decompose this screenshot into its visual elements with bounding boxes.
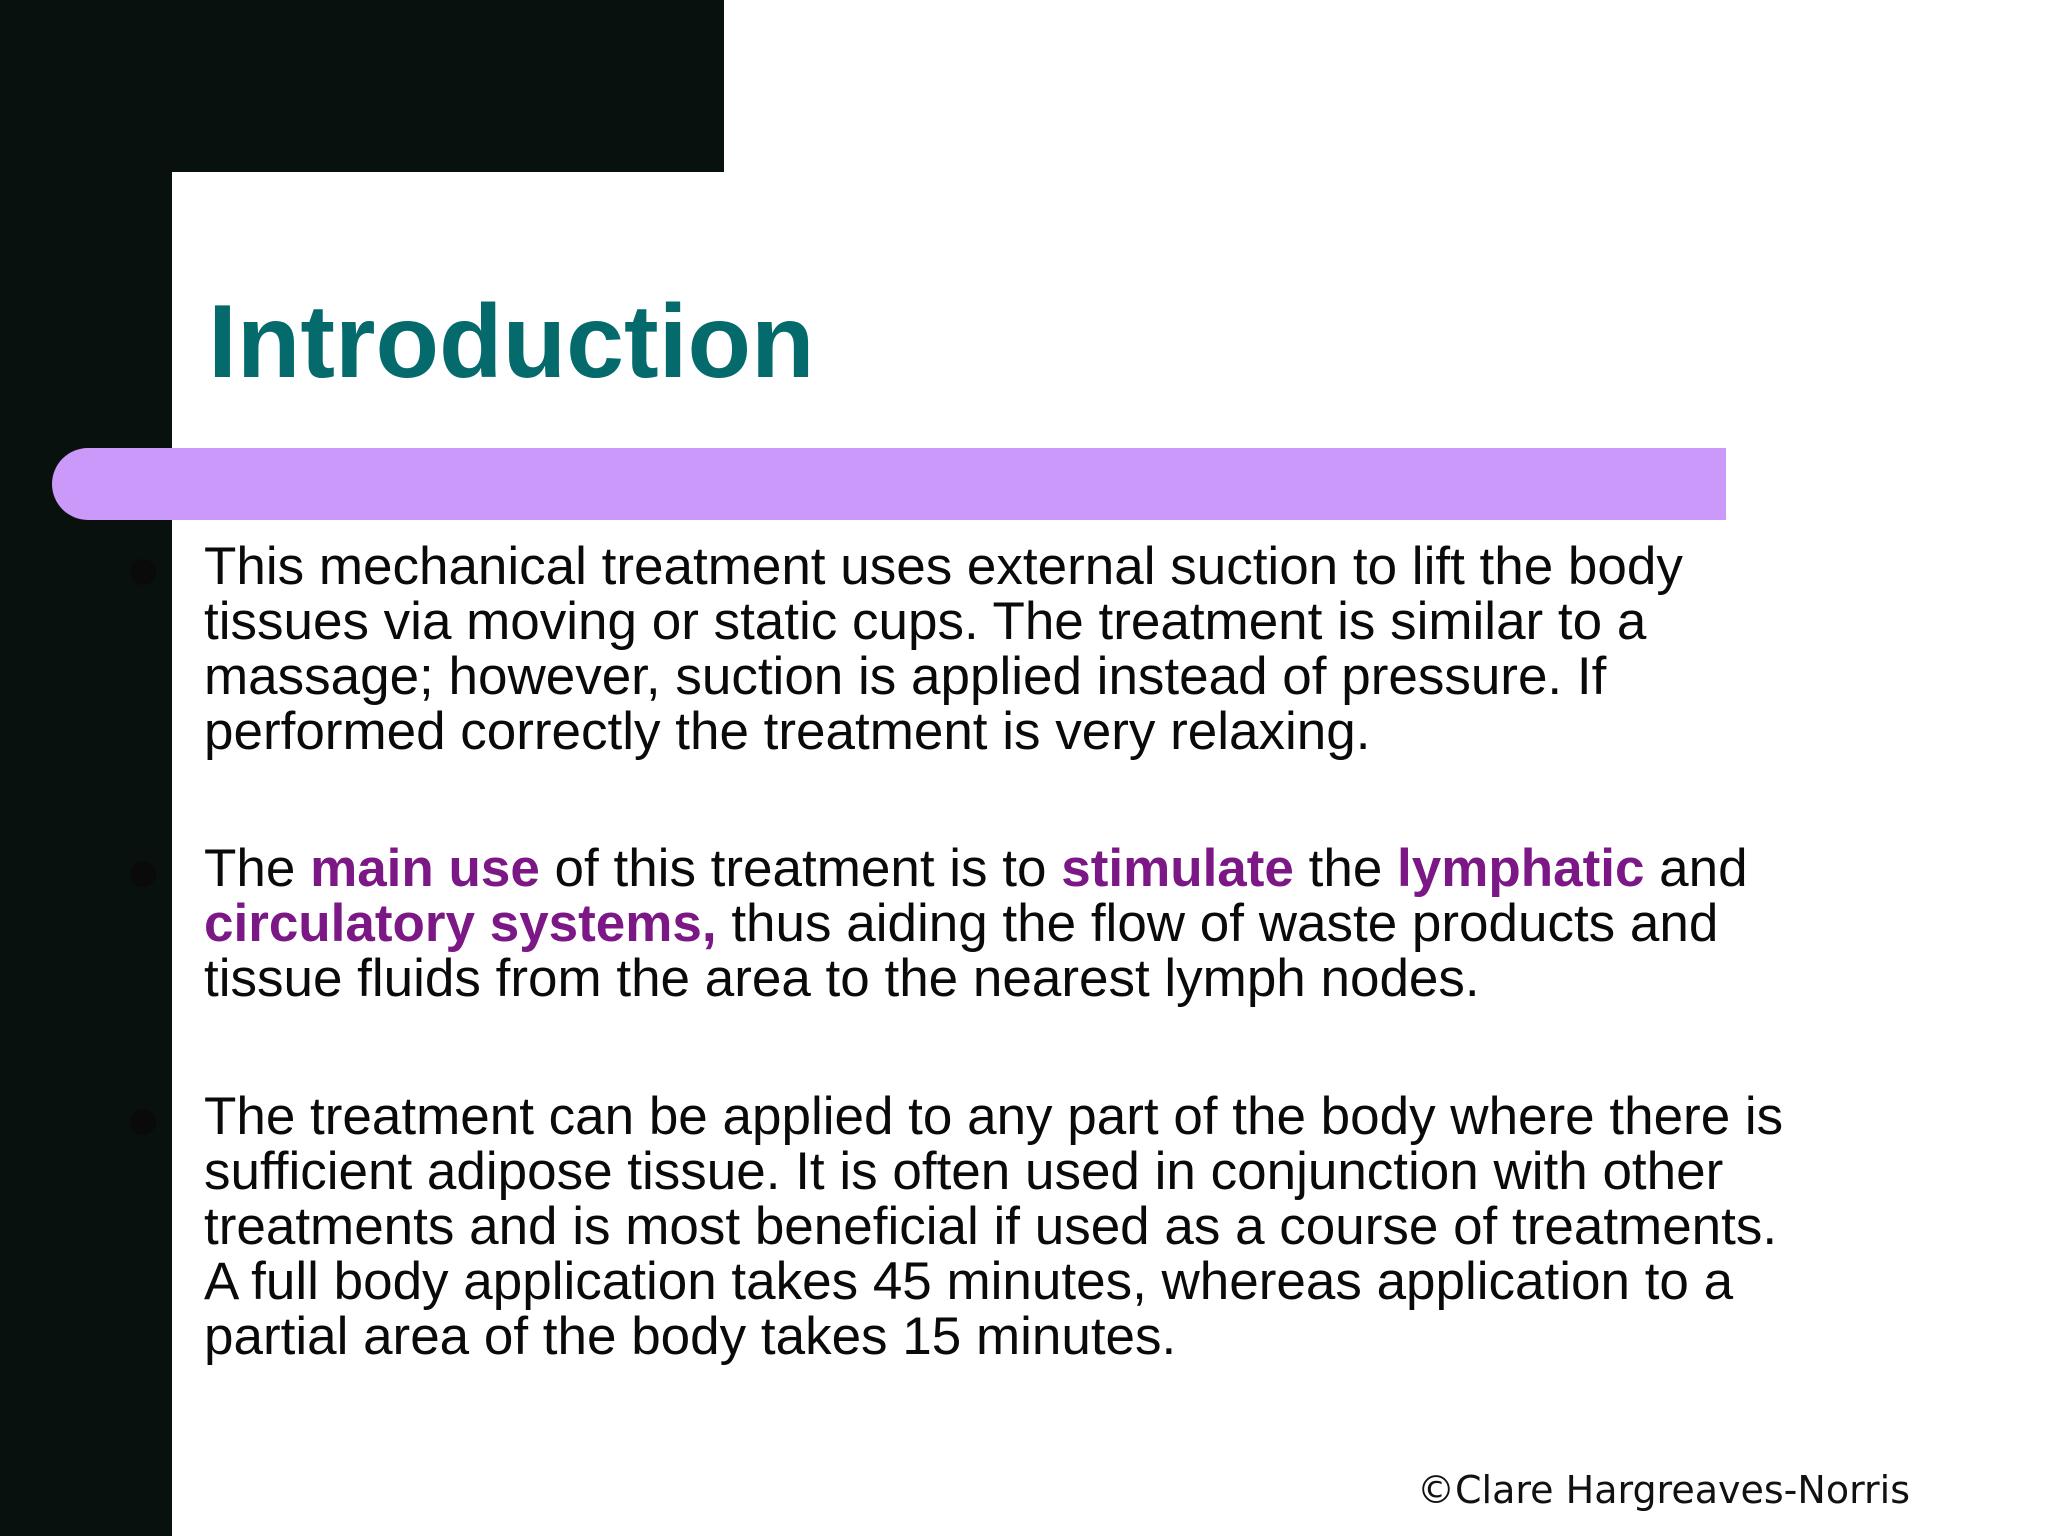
bullet-dot-icon bbox=[130, 1109, 156, 1135]
text-run: of this treatment is to bbox=[539, 839, 1062, 898]
bullet-item bbox=[204, 1089, 1944, 1364]
bullet-line: This mechanical treatment uses external suction to lift the body bbox=[204, 537, 1683, 596]
bullet-line: tissue fluids from the area to the nearest lymph nodes. bbox=[204, 949, 1480, 1008]
slide-title: Introduction bbox=[208, 284, 815, 400]
bullet-line: treatments and is most beneficial if used as a course of treatments. bbox=[204, 1197, 1778, 1256]
bullet-item bbox=[204, 539, 1944, 759]
bullet-dot-icon bbox=[130, 559, 156, 585]
emphasis-lymphatic: lymphatic bbox=[1397, 839, 1645, 898]
bullet-line bbox=[204, 841, 1944, 896]
text-run: and bbox=[1644, 839, 1748, 898]
bullet-line bbox=[204, 896, 1944, 951]
text-run: The bbox=[204, 839, 311, 898]
bullet-item bbox=[204, 841, 1944, 1006]
bullet-line: The treatment can be applied to any part of the body where there is bbox=[204, 1087, 1784, 1146]
text-run: thus aiding the flow of waste products and bbox=[716, 894, 1719, 953]
copyright-notice: ©Clare Hargreaves-Norris bbox=[1417, 1468, 1910, 1512]
bullet-line: sufficient adipose tissue. It is often used in conjunction with other bbox=[204, 1142, 1724, 1201]
text-run: the bbox=[1293, 839, 1398, 898]
emphasis-stimulate: stimulate bbox=[1061, 839, 1294, 898]
bullet-line: partial area of the body takes 15 minutes. bbox=[204, 1307, 1177, 1366]
emphasis-main-use: main use bbox=[310, 839, 540, 898]
bullet-line: performed correctly the treatment is very relaxing. bbox=[204, 702, 1371, 761]
bullet-dot-icon bbox=[130, 861, 156, 887]
bullet-line: massage; however, suction is applied instead of pressure. If bbox=[204, 647, 1607, 706]
bullet-line: tissues via moving or static cups. The treatment is similar to a bbox=[204, 592, 1647, 651]
bullet-line: A full body application takes 45 minutes, whereas application to a bbox=[204, 1252, 1734, 1311]
emphasis-circulatory-systems: circulatory systems, bbox=[204, 894, 717, 953]
